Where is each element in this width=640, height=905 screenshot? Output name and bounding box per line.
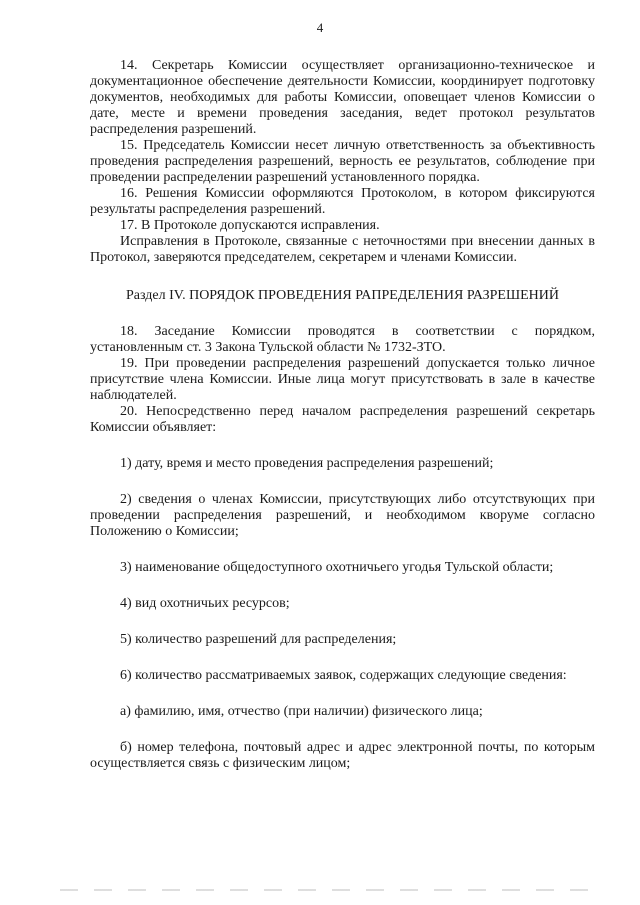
- paragraph-15: 15. Председатель Комиссии несет личную ответственность за объективность проведения распределения разрешений, верность ее результатов, соблюдение при проведении распределении разрешений установленного порядка.: [90, 138, 595, 185]
- paragraph-17: 17. В Протоколе допускаются исправления.: [120, 218, 380, 233]
- list-item-a: а) фамилию, имя, отчество (при наличии) физического лица;: [120, 704, 483, 719]
- document-body: [90, 58, 595, 772]
- paragraph-14: 14. Секретарь Комиссии осуществляет организационно-техническое и документационное обеспечение деятельности Комиссии, координирует подготовку документов, необходимых для работы Комиссии, оповещает членов Комиссии о дате, месте и времени проведения заседания, ведет протокол результатов распределения разрешений.: [90, 58, 595, 137]
- paragraph-19: 19. При проведении распределения разрешений допускается только личное присутствие члена Комиссии. Иные лица могут присутствовать в зале в качестве наблюдателей.: [90, 356, 595, 403]
- list-item-6: 6) количество рассматриваемых заявок, содержащих следующие сведения:: [120, 668, 567, 683]
- list-item-3: 3) наименование общедоступного охотничьего угодья Тульской области;: [120, 560, 554, 575]
- scan-artifact-marks: [60, 889, 600, 891]
- list-item-4: 4) вид охотничьих ресурсов;: [120, 596, 290, 611]
- paragraph-18: 18. Заседание Комиссии проводятся в соответствии с порядком, установленным ст. 3 Закона Тульской области № 1732-ЗТО.: [90, 324, 595, 355]
- list-item-5: 5) количество разрешений для распределения;: [120, 632, 397, 647]
- section-heading: Раздел IV. ПОРЯДОК ПРОВЕДЕНИЯ РАПРЕДЕЛЕНИЯ РАЗРЕШЕНИЙ: [126, 288, 559, 303]
- list-item-2: 2) сведения о членах Комиссии, присутствующих либо отсутствующих при проведении распределения разрешений, и необходимом кворуме согласно Положению о Комиссии;: [90, 492, 595, 539]
- paragraph-17-corrections: Исправления в Протоколе, связанные с неточностями при внесении данных в Протокол, заверяются председателем, секретарем и членами Комиссии.: [90, 234, 595, 265]
- paragraph-16: 16. Решения Комиссии оформляются Протоколом, в котором фиксируются результаты распределения разрешений.: [90, 186, 595, 217]
- page-number: 4: [316, 20, 324, 35]
- list-item-1: 1) дату, время и место проведения распределения разрешений;: [120, 456, 494, 471]
- list-item-b: б) номер телефона, почтовый адрес и адрес электронной почты, по которым осуществляется связь с физическим лицом;: [90, 740, 595, 771]
- paragraph-20: 20. Непосредственно перед началом распределения разрешений секретарь Комиссии объявляет:: [90, 404, 595, 435]
